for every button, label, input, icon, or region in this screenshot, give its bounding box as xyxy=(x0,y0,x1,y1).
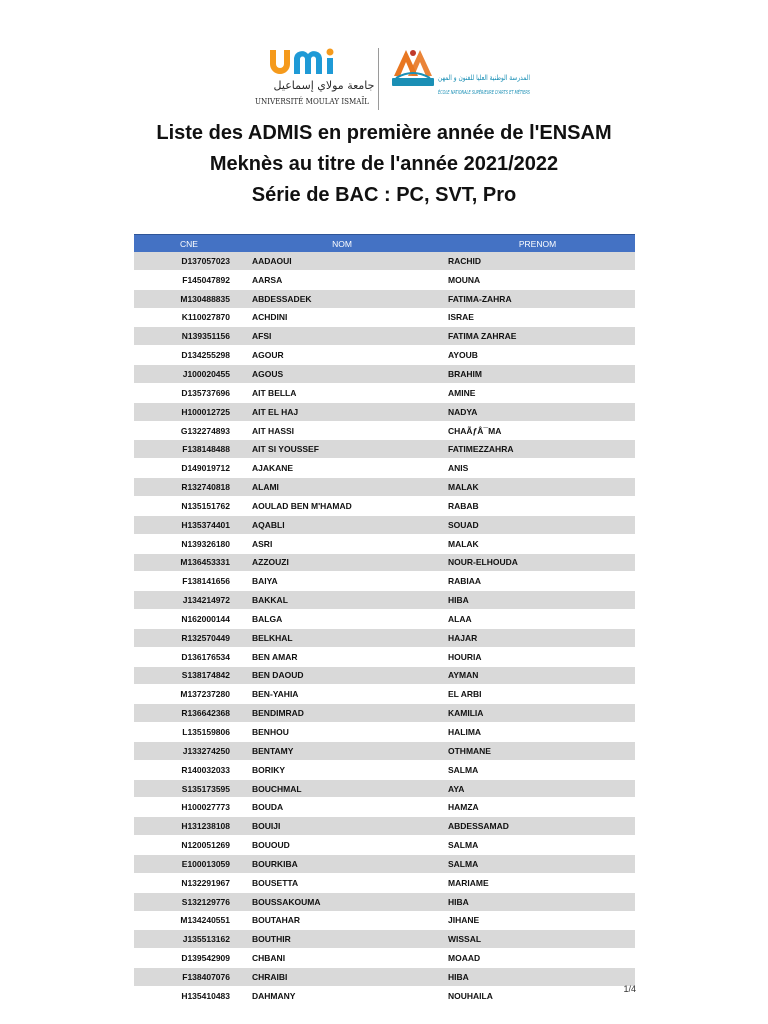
prenom-cell: SALMA xyxy=(440,760,635,779)
nom-cell: BENHOU xyxy=(244,723,440,742)
cne-cell: S138174842 xyxy=(134,666,244,685)
table-row xyxy=(134,949,635,968)
table-row xyxy=(134,723,635,742)
nom-cell: AGOUR xyxy=(244,346,440,365)
prenom-cell: ALAA xyxy=(440,610,635,629)
table-row xyxy=(134,986,635,1005)
logo-divider xyxy=(378,48,379,110)
ensam-logo-latin: ÉCOLE NATIONALE SUPÉRIEURE D'ARTS ET MÉTIERS xyxy=(438,90,569,96)
cne-cell: N120051269 xyxy=(134,836,244,855)
table-row xyxy=(134,402,635,421)
table-row xyxy=(134,798,635,817)
cne-cell: F138148488 xyxy=(134,440,244,459)
table-row xyxy=(134,779,635,798)
cne-cell: M130488835 xyxy=(134,289,244,308)
prenom-cell: SOUAD xyxy=(440,515,635,534)
cne-cell: D149019712 xyxy=(134,459,244,478)
nom-cell: BOUSETTA xyxy=(244,873,440,892)
cne-cell: D139542909 xyxy=(134,949,244,968)
prenom-cell: MALAK xyxy=(440,534,635,553)
prenom-cell: MALAK xyxy=(440,478,635,497)
column-header-nom: NOM xyxy=(244,235,440,253)
table-row xyxy=(134,365,635,384)
table-row xyxy=(134,308,635,327)
cne-cell: D135737696 xyxy=(134,383,244,402)
table-body xyxy=(134,252,635,1005)
nom-cell: AFSI xyxy=(244,327,440,346)
table-header-row xyxy=(134,235,635,253)
nom-cell: ACHDINI xyxy=(244,308,440,327)
prenom-cell: HAMZA xyxy=(440,798,635,817)
prenom-cell: FATIMEZZAHRA xyxy=(440,440,635,459)
nom-cell: AARSA xyxy=(244,270,440,289)
table-row xyxy=(134,892,635,911)
nom-cell: AOULAD BEN M'HAMAD xyxy=(244,496,440,515)
cne-cell: H135374401 xyxy=(134,515,244,534)
table-row xyxy=(134,704,635,723)
nom-cell: AIT EL HAJ xyxy=(244,402,440,421)
prenom-cell: SALMA xyxy=(440,836,635,855)
prenom-cell: HIBA xyxy=(440,591,635,610)
table-row xyxy=(134,817,635,836)
nom-cell: ALAMI xyxy=(244,478,440,497)
nom-cell: BEN AMAR xyxy=(244,647,440,666)
prenom-cell: RACHID xyxy=(440,252,635,270)
nom-cell: AIT BELLA xyxy=(244,383,440,402)
prenom-cell: KAMILIA xyxy=(440,704,635,723)
table-row xyxy=(134,496,635,515)
table-row xyxy=(134,383,635,402)
column-header-prenom: PRENOM xyxy=(440,235,635,253)
page-title xyxy=(0,118,768,211)
cne-cell: D137057023 xyxy=(134,252,244,270)
title-line-1: Liste des ADMIS en première année de l'ENSAM xyxy=(156,122,612,144)
cne-cell: M136453331 xyxy=(134,553,244,572)
nom-cell: AIT SI YOUSSEF xyxy=(244,440,440,459)
cne-cell: R132570449 xyxy=(134,628,244,647)
cne-cell: L135159806 xyxy=(134,723,244,742)
cne-cell: S135173595 xyxy=(134,779,244,798)
prenom-cell: CHAÃƒÂ¯MA xyxy=(440,421,635,440)
table-row xyxy=(134,478,635,497)
cne-cell: N139351156 xyxy=(134,327,244,346)
cne-cell: J100020455 xyxy=(134,365,244,384)
table-row xyxy=(134,553,635,572)
nom-cell: BEN-YAHIA xyxy=(244,685,440,704)
cne-cell: H100027773 xyxy=(134,798,244,817)
prenom-cell: MOUNA xyxy=(440,270,635,289)
table-row xyxy=(134,459,635,478)
nom-cell: BENDIMRAD xyxy=(244,704,440,723)
prenom-cell: AMINE xyxy=(440,383,635,402)
page-number: 1/4 xyxy=(623,984,636,994)
nom-cell: AGOUS xyxy=(244,365,440,384)
table-row xyxy=(134,252,635,270)
umi-logo-m-shape xyxy=(294,51,322,74)
prenom-cell: EL ARBI xyxy=(440,685,635,704)
prenom-cell: HIBA xyxy=(440,968,635,987)
table-row xyxy=(134,440,635,459)
table-row xyxy=(134,515,635,534)
cne-cell: F138141656 xyxy=(134,572,244,591)
nom-cell: AADAOUI xyxy=(244,252,440,270)
nom-cell: BALGA xyxy=(244,610,440,629)
table-row xyxy=(134,327,635,346)
umi-logo xyxy=(252,44,375,108)
nom-cell: BENTAMY xyxy=(244,741,440,760)
table-row xyxy=(134,421,635,440)
nom-cell: CHBANI xyxy=(244,949,440,968)
prenom-cell: NADYA xyxy=(440,402,635,421)
prenom-cell: FATIMA ZAHRAE xyxy=(440,327,635,346)
nom-cell: BOUCHMAL xyxy=(244,779,440,798)
admis-table xyxy=(134,234,635,1006)
nom-cell: BAKKAL xyxy=(244,591,440,610)
column-header-cne: CNE xyxy=(134,235,244,253)
prenom-cell: ANIS xyxy=(440,459,635,478)
prenom-cell: RABIAA xyxy=(440,572,635,591)
prenom-cell: ABDESSAMAD xyxy=(440,817,635,836)
prenom-cell: AYMAN xyxy=(440,666,635,685)
table-row xyxy=(134,911,635,930)
prenom-cell: ISRAE xyxy=(440,308,635,327)
nom-cell: AIT HASSI xyxy=(244,421,440,440)
prenom-cell: JIHANE xyxy=(440,911,635,930)
cne-cell: D134255298 xyxy=(134,346,244,365)
umi-logo-arabic: جامعة مولاي إسماعيل xyxy=(273,79,375,92)
cne-cell: N139326180 xyxy=(134,534,244,553)
prenom-cell: HOURIA xyxy=(440,647,635,666)
table-row xyxy=(134,572,635,591)
prenom-cell: FATIMA-ZAHRA xyxy=(440,289,635,308)
table-row xyxy=(134,760,635,779)
nom-cell: AJAKANE xyxy=(244,459,440,478)
prenom-cell: AYA xyxy=(440,779,635,798)
title-line-3: Série de BAC : PC, SVT, Pro xyxy=(251,184,517,206)
cne-cell: S132129776 xyxy=(134,892,244,911)
prenom-cell: SALMA xyxy=(440,855,635,874)
prenom-cell: RABAB xyxy=(440,496,635,515)
nom-cell: BORIKY xyxy=(244,760,440,779)
cne-cell: N135151762 xyxy=(134,496,244,515)
nom-cell: BOUOUD xyxy=(244,836,440,855)
nom-cell: ABDESSADEK xyxy=(244,289,440,308)
nom-cell: BOURKIBA xyxy=(244,855,440,874)
ensam-emblem-base xyxy=(392,78,434,86)
table-row xyxy=(134,741,635,760)
nom-cell: BOUDA xyxy=(244,798,440,817)
prenom-cell: HAJAR xyxy=(440,628,635,647)
cne-cell: R136642368 xyxy=(134,704,244,723)
ensam-logo-arabic: المدرسة الوطنية العليا للفنون و المهن xyxy=(438,73,530,82)
nom-cell: BELKHAL xyxy=(244,628,440,647)
table-row xyxy=(134,591,635,610)
nom-cell: BOUTAHAR xyxy=(244,911,440,930)
nom-cell: CHRAIBI xyxy=(244,968,440,987)
cne-cell: M137237280 xyxy=(134,685,244,704)
prenom-cell: AYOUB xyxy=(440,346,635,365)
cne-cell: M134240551 xyxy=(134,911,244,930)
table-row xyxy=(134,873,635,892)
cne-cell: F145047892 xyxy=(134,270,244,289)
cne-cell: H100012725 xyxy=(134,402,244,421)
prenom-cell: WISSAL xyxy=(440,930,635,949)
umi-logo-u-shape xyxy=(270,50,290,74)
nom-cell: BEN DAOUD xyxy=(244,666,440,685)
nom-cell: BAIYA xyxy=(244,572,440,591)
table-row xyxy=(134,836,635,855)
table-row xyxy=(134,610,635,629)
umi-logo-i-dot xyxy=(327,49,334,56)
ensam-logo xyxy=(388,44,569,108)
table-row xyxy=(134,270,635,289)
table-row xyxy=(134,534,635,553)
table-row xyxy=(134,666,635,685)
ensam-emblem-dot xyxy=(410,50,416,56)
prenom-cell: BRAHIM xyxy=(440,365,635,384)
prenom-cell: HIBA xyxy=(440,892,635,911)
nom-cell: ASRI xyxy=(244,534,440,553)
table-row xyxy=(134,968,635,987)
cne-cell: F138407076 xyxy=(134,968,244,987)
cne-cell: J135513162 xyxy=(134,930,244,949)
prenom-cell: OTHMANE xyxy=(440,741,635,760)
cne-cell: D136176534 xyxy=(134,647,244,666)
cne-cell: N132291967 xyxy=(134,873,244,892)
cne-cell: N162000144 xyxy=(134,610,244,629)
prenom-cell: NOUHAILA xyxy=(440,986,635,1005)
nom-cell: DAHMANY xyxy=(244,986,440,1005)
prenom-cell: MOAAD xyxy=(440,949,635,968)
prenom-cell: NOUR-ELHOUDA xyxy=(440,553,635,572)
prenom-cell: HALIMA xyxy=(440,723,635,742)
cne-cell: J134214972 xyxy=(134,591,244,610)
table-row xyxy=(134,628,635,647)
nom-cell: AZZOUZI xyxy=(244,553,440,572)
cne-cell: J133274250 xyxy=(134,741,244,760)
table-row xyxy=(134,685,635,704)
table-row xyxy=(134,289,635,308)
title-line-2: Meknès au titre de l'année 2021/2022 xyxy=(209,153,559,175)
nom-cell: BOUSSAKOUMA xyxy=(244,892,440,911)
cne-cell: H131238108 xyxy=(134,817,244,836)
nom-cell: BOUTHIR xyxy=(244,930,440,949)
cne-cell: R140032033 xyxy=(134,760,244,779)
umi-logo-latin: UNIVERSITÉ MOULAY ISMAÏL xyxy=(255,97,370,106)
cne-cell: E100013059 xyxy=(134,855,244,874)
cne-cell: G132274893 xyxy=(134,421,244,440)
nom-cell: AQABLI xyxy=(244,515,440,534)
umi-logo-i-stem xyxy=(327,58,333,74)
table-row xyxy=(134,647,635,666)
table-row xyxy=(134,346,635,365)
table-row xyxy=(134,855,635,874)
cne-cell: R132740818 xyxy=(134,478,244,497)
cne-cell: K110027870 xyxy=(134,308,244,327)
nom-cell: BOUIJI xyxy=(244,817,440,836)
prenom-cell: MARIAME xyxy=(440,873,635,892)
cne-cell: H135410483 xyxy=(134,986,244,1005)
table-row xyxy=(134,930,635,949)
